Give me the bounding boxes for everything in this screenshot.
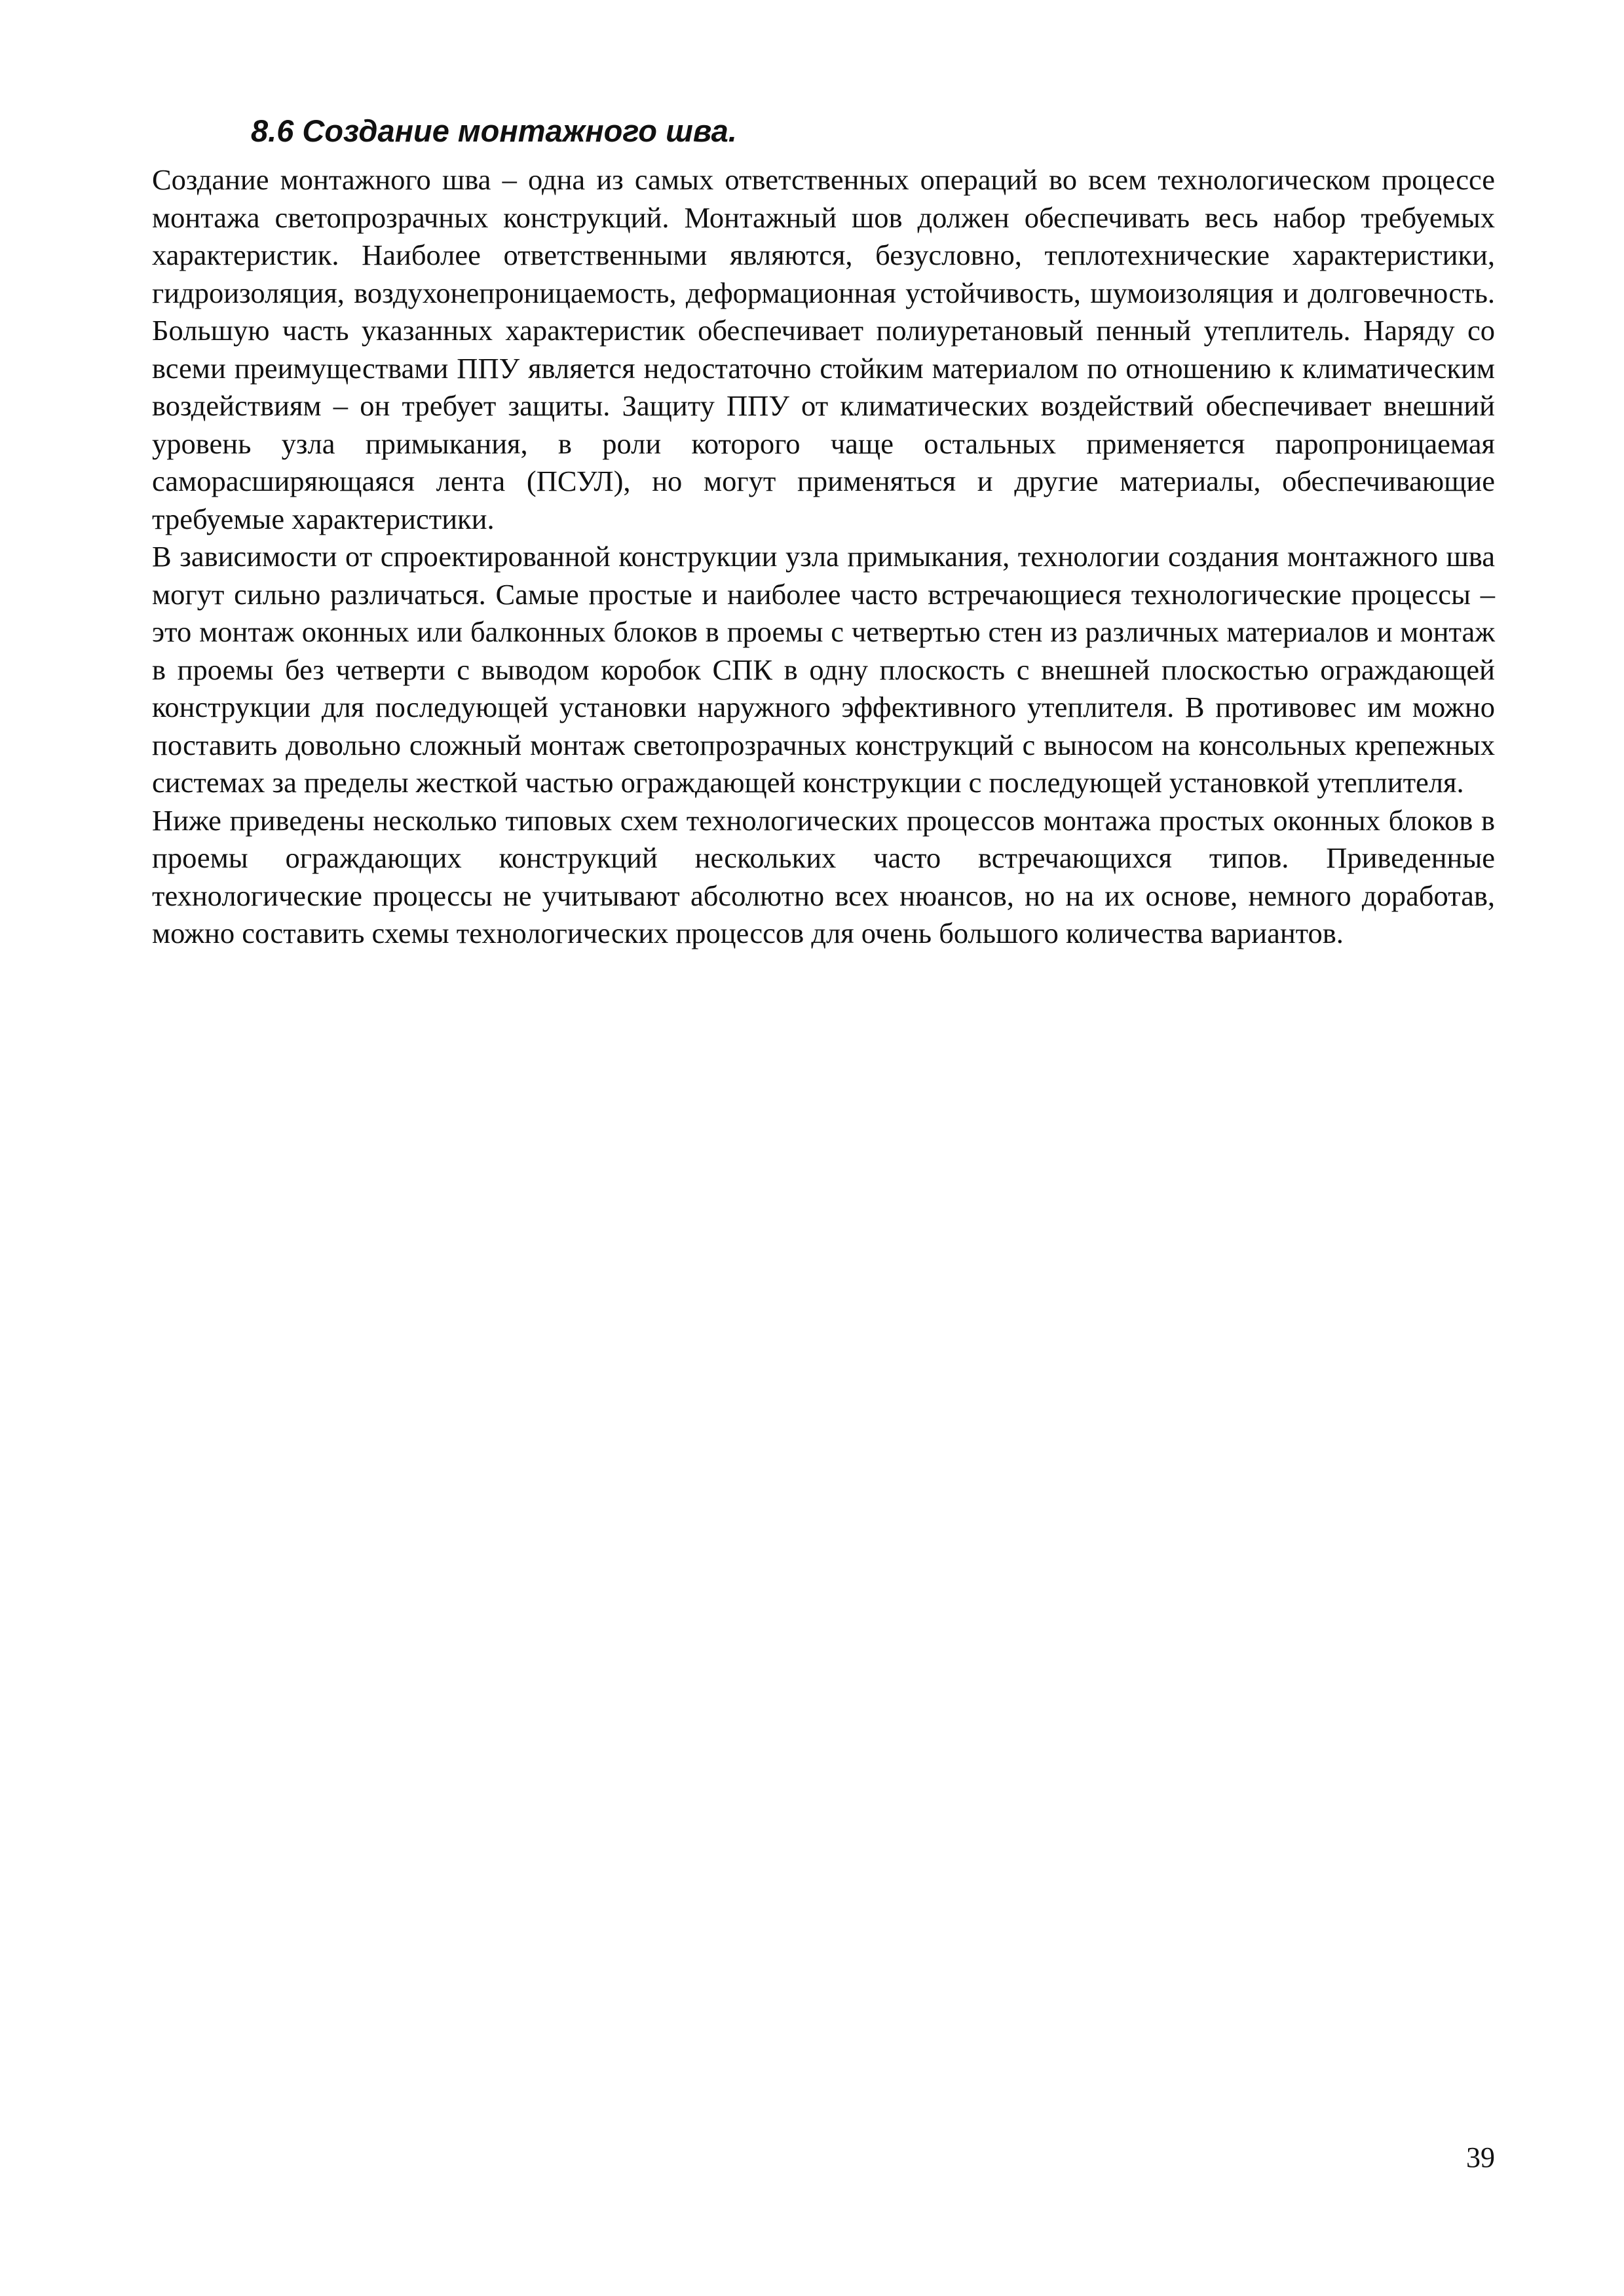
paragraph-typical-schemes: Ниже приведены несколько типовых схем технологических процессов монтажа простых оконных блоков в проемы ограждающих конструкций нескольких часто встречающихся типов. Приведенные технологические процессы не учитывают абсолютно всех нюансов, но на их основе, немного доработав, можно составить схемы технологических процессов для очень большого количества вариантов. (152, 803, 1495, 949)
body-text (152, 161, 1495, 953)
page-number: 39 (1466, 2141, 1495, 2173)
paragraph-technology-variants: В зависимости от спроектированной конструкции узла примыкания, технологии создания монтажного шва могут сильно различаться. Самые простые и наиболее часто встречающиеся технологические процессы – это монтаж оконных или балконных блоков в проемы с четвертью стен из различных материалов и монтаж в проемы без четверти с выводом коробок СПК в одну плоскость с внешней плоскостью ограждающей конструкции для последующей установки наружного эффективного утеплителя. В противовес им можно поставить довольно сложный монтаж светопрозрачных конструкций с выносом на консольных крепежных системах за пределы жесткой частью ограждающей конструкции с последующей установкой утеплителя. (152, 540, 1495, 799)
paragraph-installation-seam-intro: Создание монтажного шва – одна из самых ответственных операций во всем технологическом процессе монтажа светопрозрачных конструкций. Монтажный шов должен обеспечивать весь набор требуемых характеристик. Наиболее ответственными являются, безусловно, теплотехнические характеристики, гидроизоляция, воздухонепроницаемость, деформационная устойчивость, шумоизоляция и долговечность. Большую часть указанных характеристик обеспечивает полиуретановый пенный утеплитель. Наряду со всеми преимуществами ППУ является недостаточно стойким материалом по отношению к климатическим воздействиям – он требует защиты. Защиту ППУ от климатических воздействий обеспечивает внешний уровень узла примыкания, в роли которого чаще остальных применяется паропроницаемая саморасширяющаяся лента (ПСУЛ), но могут применяться и другие материалы, обеспечивающие требуемые характеристики. (152, 163, 1495, 535)
section-heading: 8.6 Создание монтажного шва. (251, 113, 737, 148)
